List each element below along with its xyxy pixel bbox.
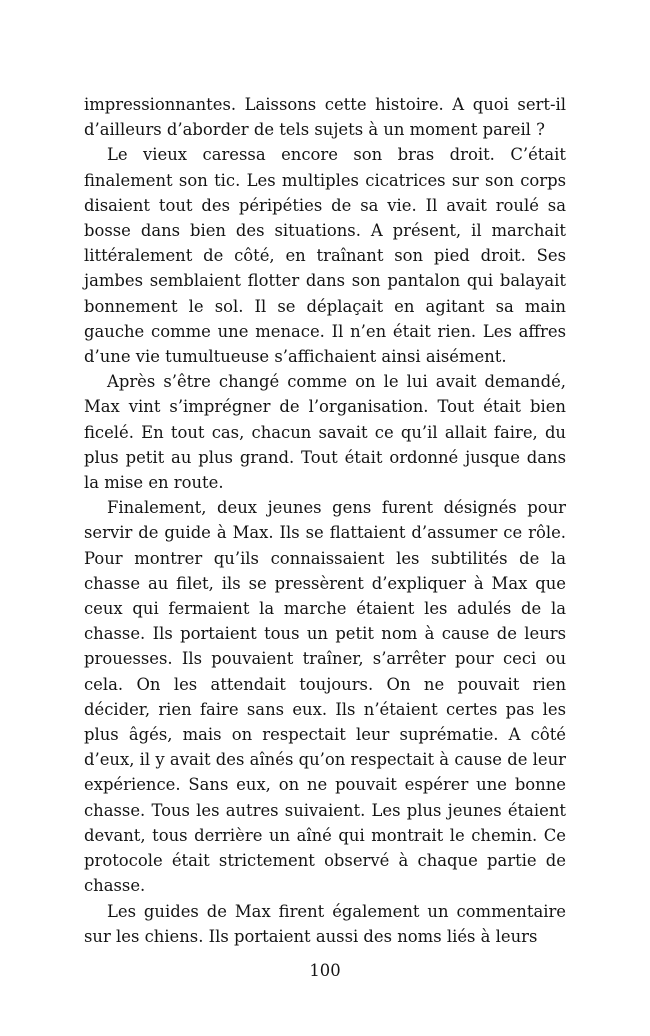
page-body [84,92,566,949]
paragraph-1: impressionnantes. Laissons cette histoire. A quoi sert-il d’ailleurs d’aborder de tels sujets à un moment pareil ? [84,95,566,140]
paragraph-4: Finalement, deux jeunes gens furent désignés pour servir de guide à Max. Ils se flattaient d’assumer ce rôle. Pour montrer qu’ils connaissaient les subtilités de la chasse au filet, ils se pressèrent d’expliquer à Max que ceux qui fermaient la marche étaient les adulés de la chasse. Ils portaient tous un petit nom à cause de leurs prouesses. Ils pouvaient traîner, s’arrêter pour ceci ou cela. On les attendait toujours. On ne pouvait rien décider, rien faire sans eux. Ils n’étaient certes pas les plus âgés, mais on respectait leur suprématie. A côté d’eux, il y avait des aînés qu’on respectait à cause de leur expérience. Sans eux, on ne pouvait espérer une bonne chasse. Tous les autres suivaient. Les plus jeunes étaient devant, tous derrière un aîné qui montrait le chemin. Ce protocole était strictement observé à chaque partie de chasse. [84,498,566,896]
paragraph-3: Après s’être changé comme on le lui avait demandé, Max vint s’imprégner de l’organisation. Tout était bien ficelé. En tout cas, chacun savait ce qu’il allait faire, du plus petit au plus grand. Tout était ordonné jusque dans la mise en route. [84,372,566,493]
paragraph-5: Les guides de Max firent également un commentaire sur les chiens. Ils portaient aussi des noms liés à leurs [84,901,566,946]
paragraph-2: Le vieux caressa encore son bras droit. C’était finalement son tic. Les multiples cicatrices sur son corps disaient tout des péripéties de sa vie. Il avait roulé sa bosse dans bien des situations. A présent, il marchait littéralement de côté, en traînant son pied droit. Ses jambes semblaient flotter dans son pantalon qui balayait bonnement le sol. Il se déplaçait en agitant sa main gauche comme une menace. Il n’en était rien. Les affres d’une vie tumultueuse s’affichaient ainsi aisément. [84,145,566,367]
page-number: 100 [309,961,341,980]
